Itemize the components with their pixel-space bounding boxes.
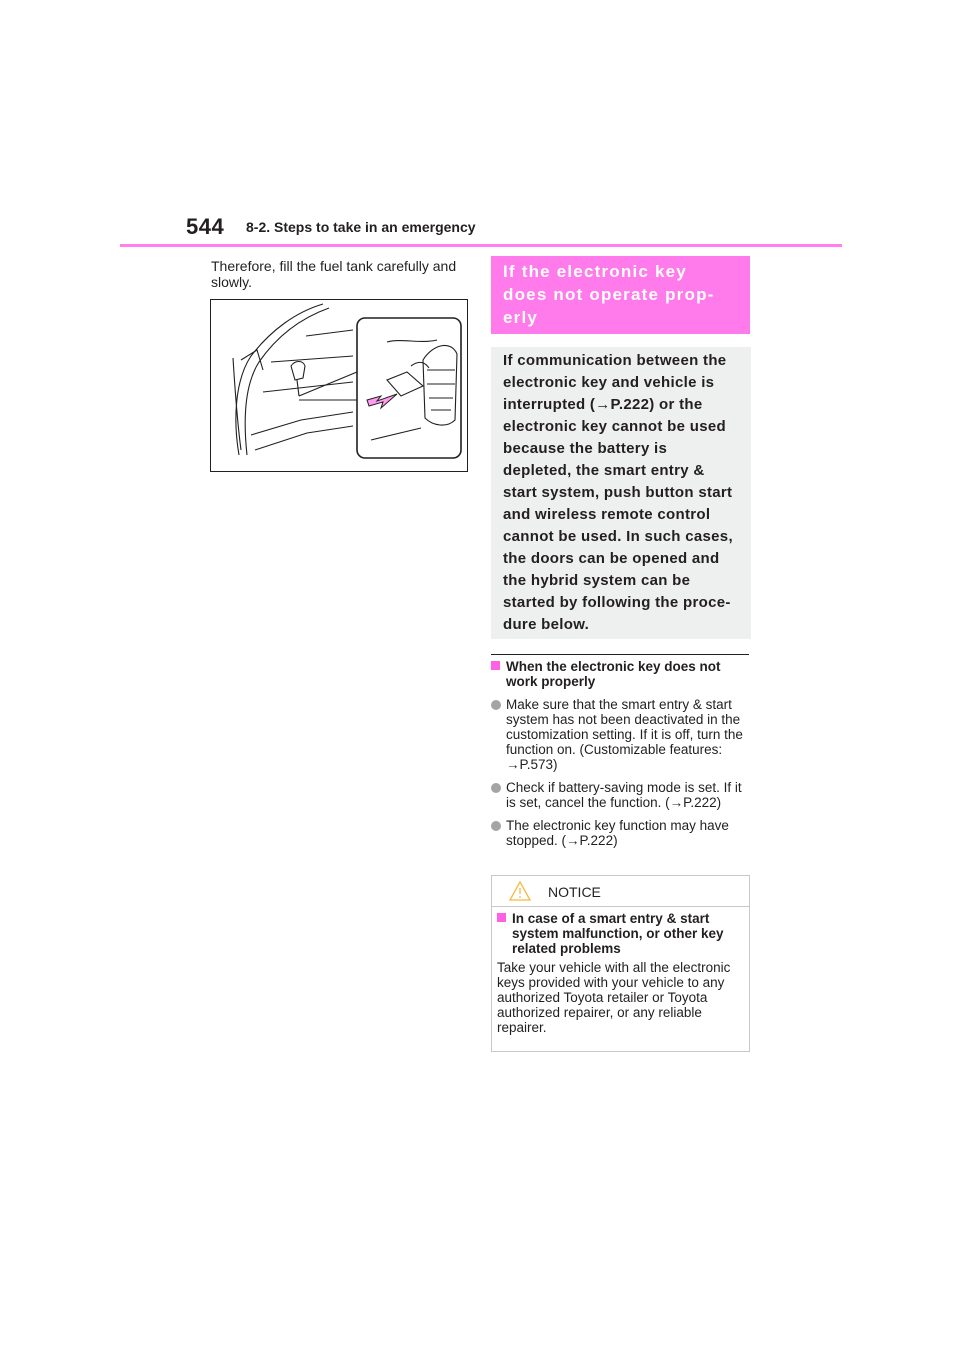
list-divider	[491, 654, 749, 655]
list-item-text: Check if battery-saving mode is set. If it is set, cancel the function. (→P.222)	[506, 780, 742, 810]
luggage-area-drawing	[211, 300, 467, 471]
notes-list	[491, 659, 753, 856]
summary-line: start system, push button start	[503, 484, 733, 501]
summary-line: the hybrid system can be	[503, 572, 691, 589]
section-title: 8-2. Steps to take in an emergency	[246, 219, 476, 235]
list-item-text: Make sure that the smart entry & start system has not been deactivated in the customization setting. If it is off, turn the function on. (Customizable features: →P.573)	[506, 697, 743, 772]
summary-line: If communication between the	[503, 352, 727, 369]
list-item	[491, 697, 753, 772]
summary-line: electronic key cannot be used	[503, 418, 726, 435]
round-bullet-icon	[491, 700, 501, 710]
notice-text: Take your vehicle with all the electronic keys provided with your vehicle to any authorized Toyota retailer or Toyota authorized repairer, or any reliable repairer.	[497, 960, 731, 1035]
page-number: 544	[186, 214, 225, 239]
summary-line: depleted, the smart entry &	[503, 462, 705, 479]
section-heading	[491, 256, 750, 334]
section-heading-line: erly	[503, 308, 539, 327]
direction-arrow-icon	[367, 394, 397, 408]
summary-line: and wireless remote control	[503, 506, 711, 523]
notice-title: NOTICE	[548, 884, 601, 900]
vehicle-illustration	[210, 299, 468, 472]
round-bullet-icon	[491, 821, 501, 831]
intro-paragraph: Therefore, fill the fuel tank carefully and slowly.	[211, 258, 457, 290]
list-heading	[491, 659, 753, 689]
list-item	[491, 780, 753, 810]
section-heading-line: does not operate prop-	[503, 285, 715, 304]
square-bullet-icon	[491, 661, 500, 670]
warning-triangle-icon	[508, 880, 532, 902]
summary-line: electronic key and vehicle is	[503, 374, 715, 391]
section-heading-line: If the electronic key	[503, 262, 687, 281]
notice-body	[497, 911, 743, 1035]
summary-line: cannot be used. In such cases,	[503, 528, 733, 545]
summary-line: interrupted (→P.222) or the	[503, 396, 703, 413]
notice-heading-text: In case of a smart entry & start system malfunction, or other key related problems	[512, 911, 724, 956]
notice-box	[491, 875, 750, 1052]
round-bullet-icon	[491, 783, 501, 793]
summary-line: because the battery is	[503, 440, 668, 457]
header-divider	[120, 244, 842, 247]
notice-header	[492, 876, 749, 907]
square-bullet-icon	[497, 913, 506, 922]
list-item-text: The electronic key function may have stopped. (→P.222)	[506, 818, 729, 848]
summary-line: dure below.	[503, 616, 590, 633]
list-item	[491, 818, 753, 848]
summary-line: started by following the proce-	[503, 594, 731, 611]
summary-box	[491, 347, 751, 639]
notice-heading	[497, 911, 743, 956]
list-heading-text: When the electronic key does not work properly	[506, 659, 721, 689]
summary-line: the doors can be opened and	[503, 550, 720, 567]
